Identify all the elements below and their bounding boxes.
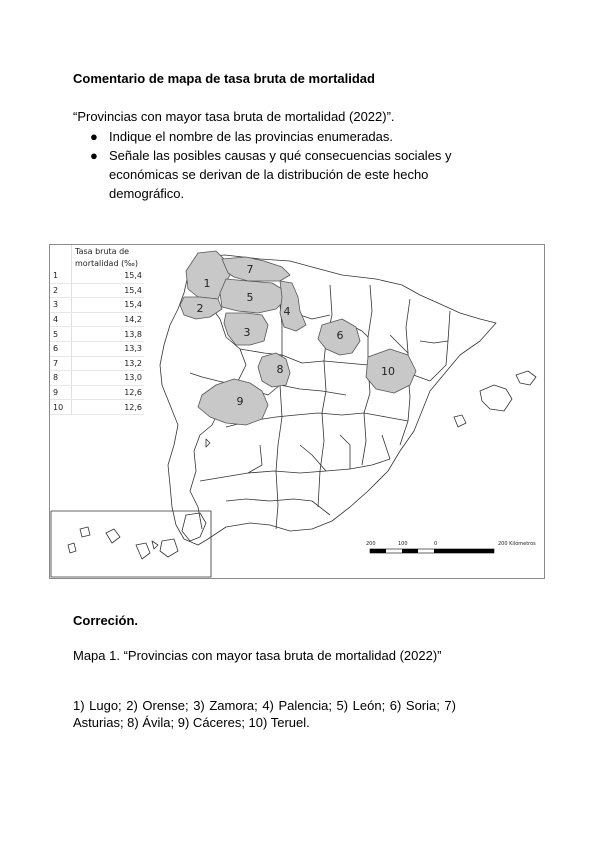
- table-row: 9 12,6: [50, 385, 144, 400]
- scale-label: 200 Kilómetros: [498, 541, 536, 547]
- table-header: mortalidad (‰): [75, 258, 139, 268]
- list-item: [90, 127, 500, 146]
- province-caceres: [198, 379, 268, 425]
- list-item-text: Indique el nombre de las provincias enumeradas.: [109, 129, 394, 144]
- province-label: 6: [336, 329, 344, 342]
- balearic-islands: [480, 385, 512, 411]
- list-item-text: Señale las posibles causas y qué consecuencias sociales y económicas se derivan de la distribución de este hecho demográfico.: [109, 148, 452, 201]
- table-row: 10 12,6: [50, 400, 144, 415]
- bullet-icon: ●: [90, 129, 98, 144]
- province-label: 1: [203, 277, 211, 290]
- table-row: 6 13,3: [50, 341, 144, 356]
- bullet-icon: ●: [90, 148, 98, 163]
- province-label: 2: [196, 302, 204, 315]
- correction-answers: 1) Lugo; 2) Orense; 3) Zamora; 4) Palencia; 5) León; 6) Soria; 7) Asturias; 8) Ávila; 9) Cáceres; 10) Teruel.: [73, 698, 456, 730]
- table-row: 2 15,4: [50, 283, 144, 298]
- task-list: [90, 127, 500, 203]
- correction-caption: Mapa 1. “Provincias con mayor tasa bruta de mortalidad (2022)”: [73, 648, 442, 663]
- document-title: Comentario de mapa de tasa bruta de mortalidad: [73, 71, 375, 86]
- scale-label: 0: [434, 541, 438, 547]
- spain-map-figure: [49, 244, 545, 579]
- province-label: 3: [243, 326, 251, 339]
- province-label: 8: [276, 363, 284, 376]
- province-label: 9: [236, 395, 244, 408]
- mortality-table: [50, 245, 144, 415]
- table-row: 4 14,2: [50, 312, 144, 327]
- table-row: 3 15,4: [50, 298, 144, 313]
- canary-inset-frame: [51, 511, 211, 577]
- province-avila: [258, 353, 290, 387]
- scale-label: 100: [398, 541, 408, 547]
- province-label: 10: [381, 365, 395, 378]
- table-row: 5 13,8: [50, 327, 144, 342]
- table-header: Tasa bruta de: [75, 246, 130, 256]
- province-label: 7: [246, 263, 254, 276]
- table-row: 8 13,0: [50, 371, 144, 386]
- scale-label: 200: [366, 541, 376, 547]
- province-label: 5: [246, 291, 254, 304]
- list-item: [90, 146, 500, 203]
- canary-islands: [68, 513, 206, 559]
- table-row: 7 13,2: [50, 356, 144, 371]
- scale-bar: [366, 540, 536, 553]
- table-row: 1 15,4: [50, 269, 144, 283]
- map-caption: “Provincias con mayor tasa bruta de mortalidad (2022)”.: [73, 109, 395, 124]
- correction-title: Correción.: [73, 613, 139, 628]
- province-label: 4: [283, 305, 291, 318]
